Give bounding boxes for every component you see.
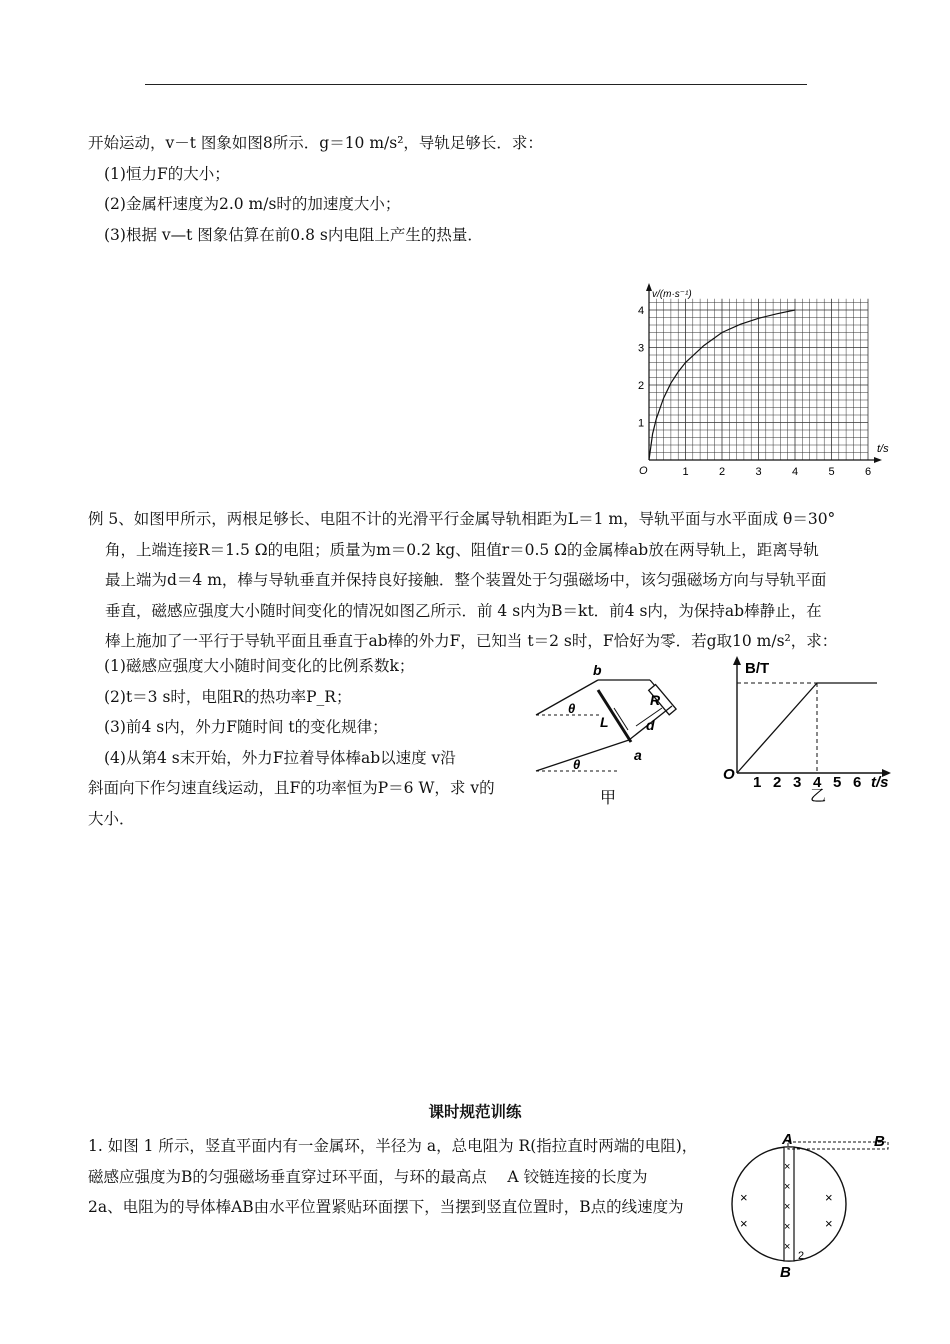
top-question-1: (1)恒力F的大小； [104,165,230,183]
example5-q4c: 大小． [88,809,135,828]
yi-y-label: B/T [745,660,770,677]
yi-x-label: t/s [871,774,889,791]
example5-questions [104,651,534,773]
label-2: 2 [798,1250,805,1262]
example5-q4b: 斜面向下作匀速直线运动，且F的功率恒为P＝6 W，求 v的 [88,779,495,797]
label-d: d [646,717,655,733]
vt-x-arrow [874,457,882,463]
yi-x-tick: 1 [753,774,762,791]
yi-b-line [737,683,877,773]
vt-x-tick: 3 [755,466,762,478]
vt-x-ticks [683,466,872,478]
cross-rod-2: × [784,1181,791,1193]
vt-x-tick: 4 [792,466,799,478]
label-b: b [593,662,602,678]
vt-y-tick: 3 [638,342,645,355]
example5-paragraph [88,504,878,657]
cross-2: × [740,1216,748,1231]
yi-x-tick: 2 [773,774,782,791]
vt-y-tick: 2 [638,380,645,392]
label-theta-lower: θ [573,757,581,772]
cross-rod-5: × [784,1241,791,1253]
figure-yi [715,655,900,805]
yi-y-arrow [733,656,741,665]
rod-horizontal-dashed [788,1142,888,1149]
label-A: A [782,1131,793,1148]
vt-x-tick: 6 [865,466,872,478]
figure-1 [728,1130,898,1280]
example5-q1: (1)磁感应强度大小随时间变化的比例系数k； [104,657,415,675]
vt-y-label: v/(m·s⁻¹) [652,289,692,300]
caption-jia: 甲 [600,790,617,807]
vt-x-tick: 1 [682,466,689,478]
example5-line-2: 角，上端连接R＝1.5 Ω的电阻；质量为m＝0.2 kg、阻值r＝0.5 Ω的金属棒ab放在两导轨上，距离导轨 [105,540,819,559]
example5-q3: (3)前4 s内，外力F随时间 t的变化规律； [104,718,388,736]
yi-x-ticks [753,774,861,791]
yi-origin: O [723,766,735,783]
caption-yi: 乙 [810,788,827,805]
vt-graph [620,280,890,480]
cross-rod-3: × [784,1201,791,1213]
example5-line-5: 棒上施加了一平行于导轨平面且垂直于ab棒的外力F，已知当 t＝2 s时，F恰好为零．若g取10 m/s²，求： [105,632,838,650]
vt-x-tick: 2 [719,466,726,478]
label-B-top: B [874,1133,885,1150]
cross-rod-1: × [784,1161,791,1173]
label-R: R [650,692,661,708]
top-question-3: (3)根据 v—t 图象估算在前0.8 s内电阻上产生的热量． [104,226,483,244]
problem1-line-3: 2a、电阻为的导体棒AB由水平位置紧贴环面摆下，当摆到竖直位置时，B点的线速度为 [88,1198,684,1216]
top-line-1: 开始运动，v－t 图象如图8所示．g＝10 m/s²，导轨足够长．求： [88,134,543,152]
rail-upper [536,680,598,715]
cross-3: × [825,1190,833,1205]
yi-x-tick: 4 [813,774,822,791]
yi-x-tick: 6 [853,774,862,791]
cross-4: × [825,1216,833,1231]
rail-lower [536,740,629,771]
vt-origin: O [639,465,648,477]
label-L: L [600,714,609,730]
section-title: 课时规范训练 [428,1103,522,1121]
vt-y-tick: 4 [638,305,645,317]
cross-rod-4: × [784,1221,791,1233]
label-B-bottom: B [780,1264,791,1280]
label-theta-upper: θ [568,701,576,716]
example5-line-4: 垂直，磁感应强度大小随时间变化的情况如图乙所示．前 4 s内为B＝kt．前4 s内，为保持ab棒静止，在 [105,601,822,620]
problem1-line-1: 1. 如图 1 所示，竖直平面内有一金属环，半径为 a，总电阻为 R(指拉直时两端的电阻)， [88,1137,698,1155]
vt-x-label: t/s [877,443,889,455]
label-a: a [634,747,642,763]
example5-q4-continued [88,773,528,834]
example5-q2: (2)t＝3 s时，电阻R的热功率P_R； [104,687,352,706]
problem1-line-2: 磁感应强度为B的匀强磁场垂直穿过环平面，与环的最高点 A 铰链连接的长度为 [88,1167,648,1186]
example5-q4a: (4)从第4 s末开始，外力F拉着导体棒ab以速度 v沿 [104,748,456,767]
vt-grid [649,299,868,460]
yi-x-tick: 3 [793,774,802,791]
header-rule [145,84,807,85]
vt-x-tick: 5 [828,466,835,478]
top-question-2: (2)金属杆速度为2.0 m/s时的加速度大小； [104,195,401,213]
yi-x-tick: 5 [833,774,842,791]
example5-line-1: 例 5、如图甲所示，两根足够长、电阻不计的光滑平行金属导轨相距为L＝1 m，导轨平面与水平面成 θ＝30° [88,510,836,528]
figure-jia [530,660,700,810]
vt-y-tick: 1 [638,417,645,430]
cross-1: × [740,1190,748,1205]
vt-y-ticks [638,305,644,430]
example5-line-3: 最上端为d＝4 m，棒与导轨垂直并保持良好接触．整个装置处于匀强磁场中，该匀强磁场方向与导轨平面 [105,571,827,589]
problem1-text [88,1131,728,1223]
